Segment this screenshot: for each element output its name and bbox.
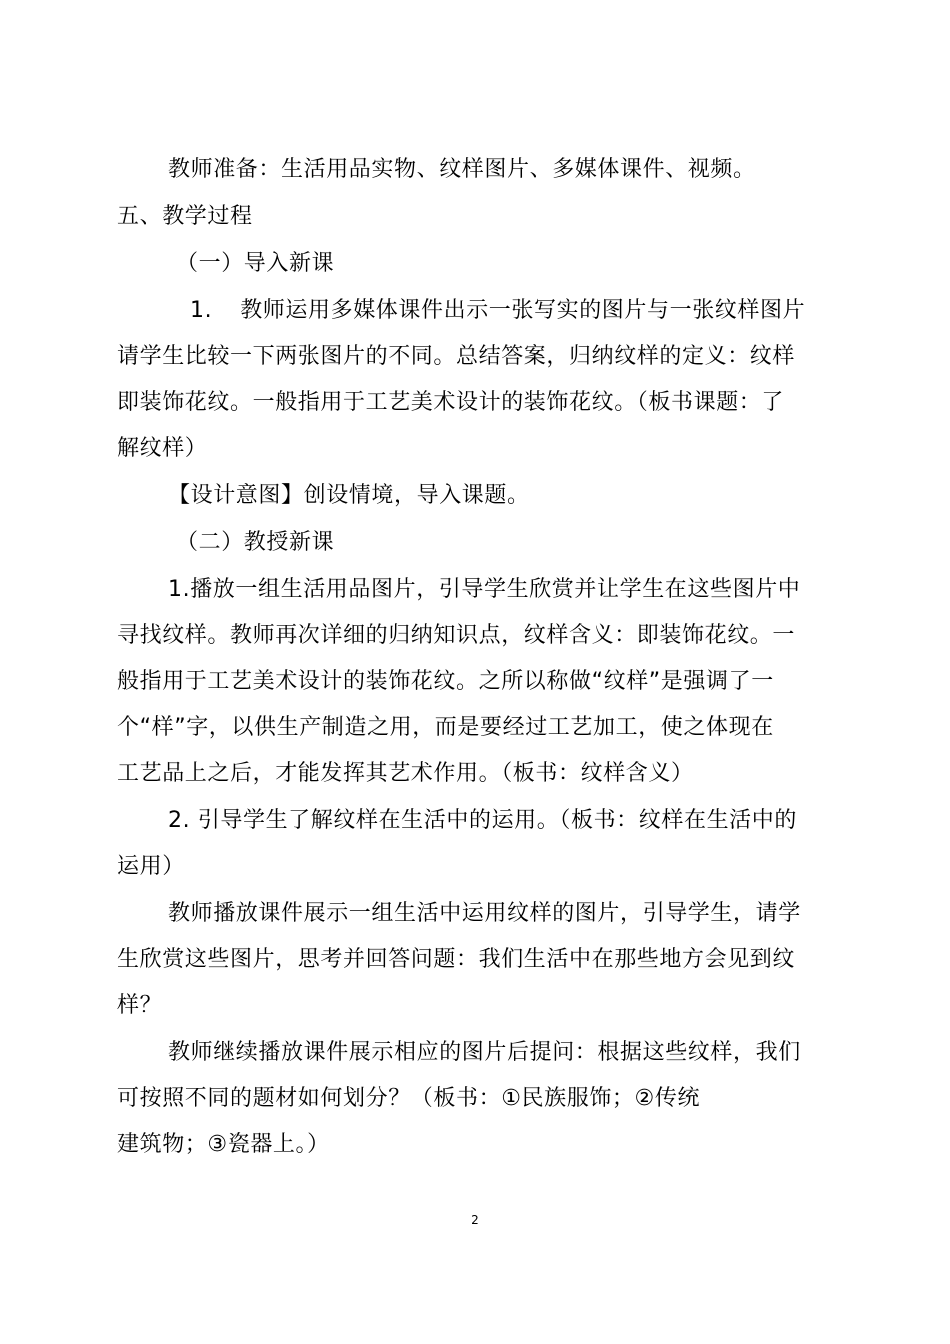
- text-line: 教师运用多媒体课件出示一张写实的图片与一张纹样图片: [240, 298, 806, 323]
- text-line: 运用）: [117, 854, 185, 879]
- text-line-teacher-preparation: 教师准备：生活用品实物、纹样图片、多媒体课件、视频。: [168, 157, 756, 182]
- text-line: 工艺品上之后，才能发挥其艺术作用。（板书：纹样含义）: [117, 761, 694, 786]
- text-line: 样？: [117, 993, 163, 1018]
- text-line: 教师继续播放课件展示相应的图片后提问：根据这些纹样，我们: [168, 1040, 801, 1065]
- text-line: 个“样”字，以供生产制造之用，而是要经过工艺加工，使之体现在: [117, 715, 774, 740]
- text-line: 解纹样）: [117, 436, 208, 461]
- text-line: 2. 引导学生了解纹样在生活中的运用。（板书：纹样在生活中的: [168, 808, 797, 833]
- text-line: 建筑物；③瓷器上。）: [117, 1132, 330, 1157]
- section-heading-teaching-process: 五、教学过程: [117, 204, 253, 229]
- list-number: 1.: [190, 298, 213, 323]
- numbered-paragraph-1: [190, 296, 805, 326]
- text-line: 寻找纹样。教师再次详细的归纳知识点，纹样含义：即装饰花纹。一: [117, 623, 796, 648]
- subsection-heading-introduction: （一）导入新课: [176, 251, 335, 276]
- page-number: 2: [471, 1213, 479, 1227]
- text-line: 即装饰花纹。一般指用于工艺美术设计的装饰花纹。（板书课题：了: [117, 390, 785, 415]
- text-line: 教师播放课件展示一组生活中运用纹样的图片，引导学生，请学: [168, 901, 801, 926]
- text-line: 请学生比较一下两张图片的不同。总结答案，归纳纹样的定义：纹样: [117, 344, 796, 369]
- subsection-heading-new-lesson: （二）教授新课: [176, 530, 335, 555]
- text-line: 生欣赏这些图片，思考并回答问题：我们生活中在那些地方会见到纹: [117, 947, 796, 972]
- text-line: 般指用于工艺美术设计的装饰花纹。之所以称做“纹样”是强调了一: [117, 669, 774, 694]
- text-line: 1.播放一组生活用品图片，引导学生欣赏并让学生在这些图片中: [168, 577, 801, 602]
- text-line: 可按照不同的题材如何划分？（板书：①民族服饰；②传统: [117, 1086, 701, 1111]
- text-line-design-intent: 【设计意图】创设情境，导入课题。: [168, 483, 530, 508]
